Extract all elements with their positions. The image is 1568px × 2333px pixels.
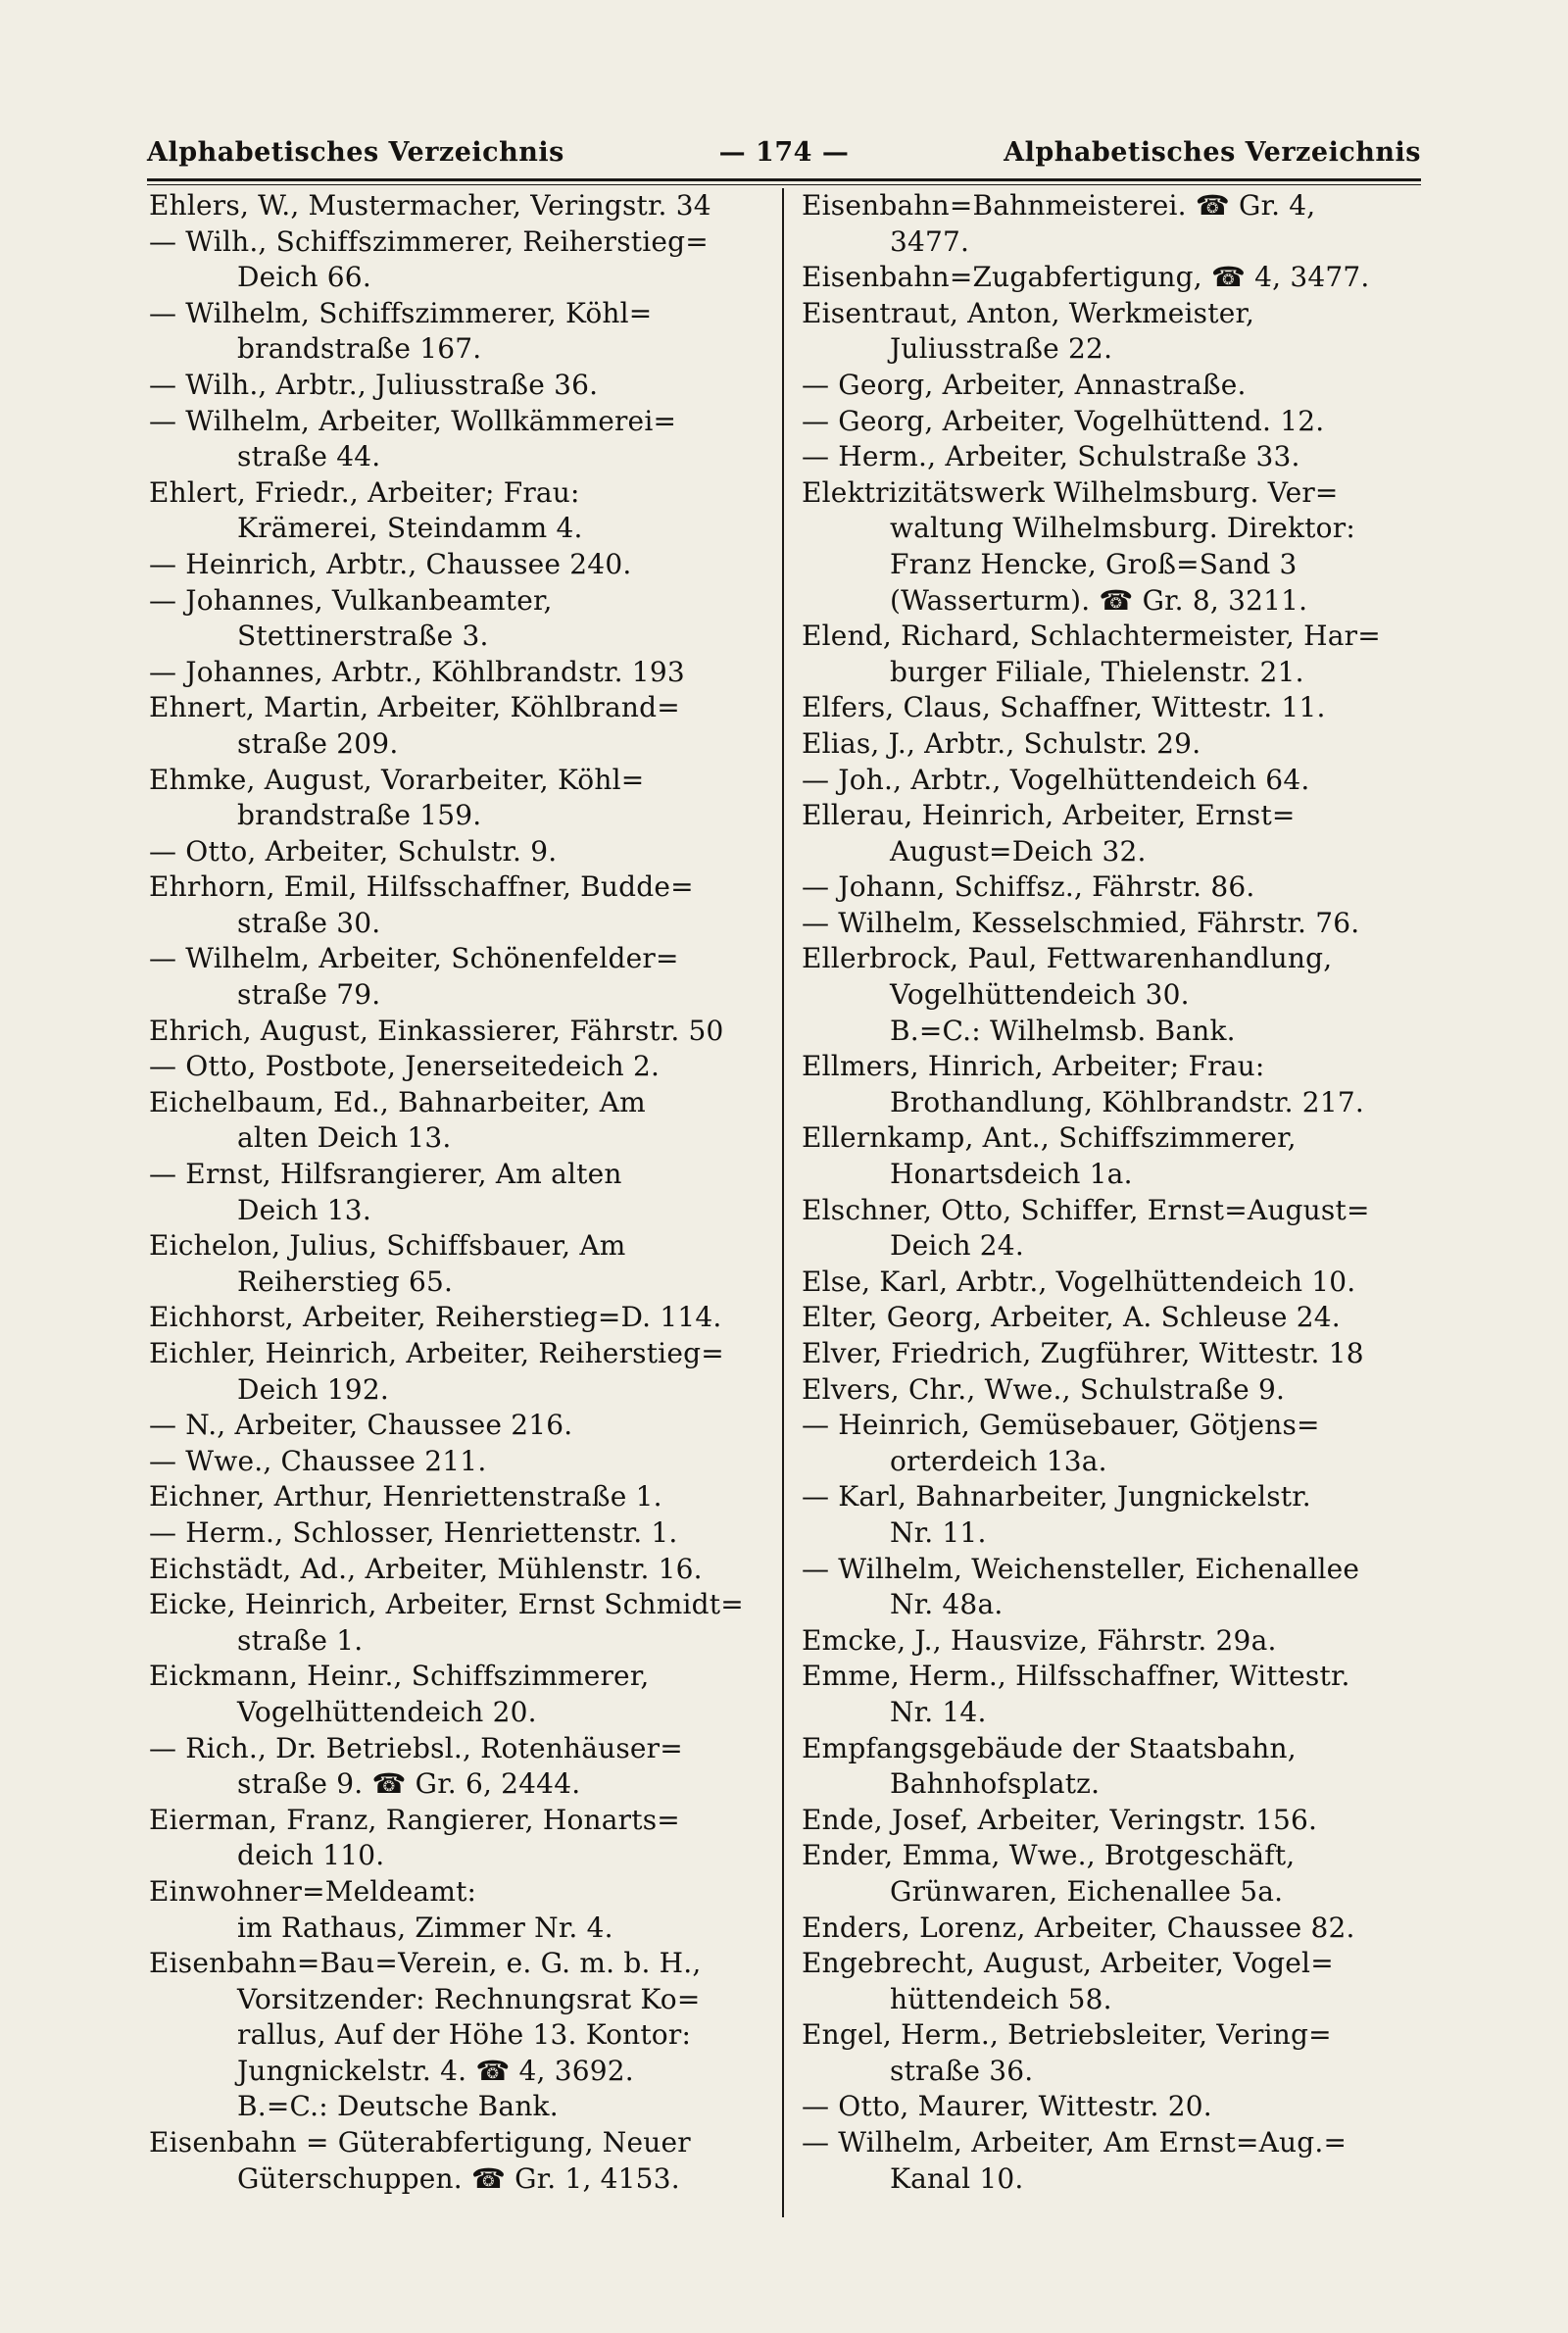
directory-entry: — N., Arbeiter, Chaussee 216. bbox=[149, 1409, 573, 1442]
directory-entry: Elver, Friedrich, Zugführer, Wittestr. 18 bbox=[802, 1337, 1364, 1369]
directory-entry: Ellerau, Heinrich, Arbeiter, Ernst= August=Deich 32. bbox=[802, 799, 1296, 868]
directory-entry: — Heinrich, Gemüsebauer, Götjens= orterdeich 13a. bbox=[802, 1409, 1320, 1477]
directory-entry: Eisenbahn = Güterabfertigung, Neuer Güterschuppen. ☎ Gr. 1, 4153. bbox=[149, 2126, 691, 2195]
directory-entry: — Rich., Dr. Betriebsl., Rotenhäuser= straße 9. ☎ Gr. 6, 2444. bbox=[149, 1731, 683, 1801]
directory-entry: — Wilhelm, Schiffszimmerer, Köhl= brandstraße 167. bbox=[149, 296, 653, 366]
directory-entry: Enders, Lorenz, Arbeiter, Chaussee 82. bbox=[802, 1911, 1355, 1944]
directory-entry: Emcke, J., Hausvize, Fährstr. 29a. bbox=[802, 1623, 1277, 1657]
directory-entry: — Wwe., Chaussee 211. bbox=[149, 1444, 487, 1477]
directory-entry: — Wilhelm, Arbeiter, Wollkämmerei= straße 44. bbox=[149, 404, 677, 473]
right-column bbox=[802, 188, 1419, 2197]
header-right-title: Alphabetisches Verzeichnis bbox=[1004, 137, 1421, 168]
directory-entry: Eichler, Heinrich, Arbeiter, Reiherstieg= Deich 192. bbox=[149, 1337, 724, 1406]
directory-entry: Eisentraut, Anton, Werkmeister, Juliusstraße 22. bbox=[802, 296, 1255, 366]
directory-entry: — Otto, Postbote, Jenerseitedeich 2. bbox=[149, 1050, 661, 1083]
directory-entry: Ehmke, August, Vorarbeiter, Köhl= brandstraße 159. bbox=[149, 763, 645, 832]
directory-entry: Engel, Herm., Betriebsleiter, Vering= straße 36. bbox=[802, 2018, 1332, 2087]
directory-entry: Eichelbaum, Ed., Bahnarbeiter, Am alten Deich 13. bbox=[149, 1085, 646, 1155]
directory-entry: Eichstädt, Ad., Arbeiter, Mühlenstr. 16. bbox=[149, 1552, 703, 1585]
directory-entry: Ende, Josef, Arbeiter, Veringstr. 156. bbox=[802, 1803, 1318, 1836]
directory-entry: Eichhorst, Arbeiter, Reiherstieg=D. 114. bbox=[149, 1301, 722, 1334]
directory-entry: Ehrich, August, Einkassierer, Fährstr. 50 bbox=[149, 1014, 724, 1047]
directory-entry: Elend, Richard, Schlachtermeister, Har= burger Filiale, Thielenstr. 21. bbox=[802, 620, 1381, 688]
directory-entry: — Georg, Arbeiter, Vogelhüttend. 12. bbox=[802, 404, 1325, 437]
directory-entry: Else, Karl, Arbtr., Vogelhüttendeich 10. bbox=[802, 1265, 1356, 1298]
directory-entry: — Herm., Schlosser, Henriettenstr. 1. bbox=[149, 1515, 678, 1549]
header-left-title: Alphabetisches Verzeichnis bbox=[147, 137, 564, 168]
directory-entry: Einwohner=Meldeamt: im Rathaus, Zimmer Nr. 4. bbox=[149, 1874, 613, 1944]
page-number: — 174 — bbox=[718, 137, 850, 168]
directory-entry: Ellerbrock, Paul, Fettwarenhandlung, Vogelhüttendeich 30. B.=C.: Wilhelmsb. Bank. bbox=[802, 942, 1333, 1047]
directory-entry: Eisenbahn=Zugabfertigung, ☎ 4, 3477. bbox=[802, 261, 1370, 294]
column-divider bbox=[782, 188, 784, 2217]
left-column bbox=[149, 188, 766, 2197]
directory-entry: Ehrhorn, Emil, Hilfsschaffner, Budde= straße 30. bbox=[149, 870, 694, 939]
directory-entry: — Joh., Arbtr., Vogelhüttendeich 64. bbox=[802, 763, 1310, 796]
directory-entry: Eickmann, Heinr., Schiffszimmerer, Vogelhüttendeich 20. bbox=[149, 1660, 650, 1728]
directory-entry: — Herm., Arbeiter, Schulstraße 33. bbox=[802, 440, 1300, 473]
directory-entry: Elter, Georg, Arbeiter, A. Schleuse 24. bbox=[802, 1301, 1341, 1334]
header-rule-thick bbox=[147, 178, 1421, 181]
directory-entry: Eicke, Heinrich, Arbeiter, Ernst Schmidt= straße 1. bbox=[149, 1588, 744, 1657]
directory-entry: Elvers, Chr., Wwe., Schulstraße 9. bbox=[802, 1372, 1286, 1406]
directory-entry: Ellernkamp, Ant., Schiffszimmerer, Honartsdeich 1a. bbox=[802, 1121, 1297, 1191]
header-rule-thin bbox=[147, 184, 1421, 185]
directory-entry: Ender, Emma, Wwe., Brotgeschäft, Grünwaren, Eichenallee 5a. bbox=[802, 1839, 1296, 1908]
directory-entry: — Wilh., Schiffszimmerer, Reiherstieg= Deich 66. bbox=[149, 224, 709, 294]
running-header bbox=[147, 137, 1421, 176]
directory-entry: Engebrecht, August, Arbeiter, Vogel= hüttendeich 58. bbox=[802, 1947, 1334, 2015]
directory-entry: — Heinrich, Arbtr., Chaussee 240. bbox=[149, 547, 632, 580]
directory-entry: — Johannes, Arbtr., Köhlbrandstr. 193 bbox=[149, 655, 685, 688]
directory-entry: — Johannes, Vulkanbeamter, Stettinerstraße 3. bbox=[149, 583, 553, 653]
directory-entry: — Wilh., Arbtr., Juliusstraße 36. bbox=[149, 368, 599, 401]
directory-entry: — Georg, Arbeiter, Annastraße. bbox=[802, 368, 1247, 401]
directory-entry: Eierman, Franz, Rangierer, Honarts= deich 110. bbox=[149, 1803, 680, 1872]
directory-entry: Eichelon, Julius, Schiffsbauer, Am Reiherstieg 65. bbox=[149, 1229, 626, 1298]
directory-entry: — Otto, Arbeiter, Schulstr. 9. bbox=[149, 834, 558, 868]
directory-entry: Ehnert, Martin, Arbeiter, Köhlbrand= straße 209. bbox=[149, 691, 680, 760]
directory-entry: Elektrizitätswerk Wilhelmsburg. Ver= waltung Wilhelmsburg. Direktor: Franz Hencke, Groß=Sand 3 (Wasserturm). ☎ Gr. 8, 3211. bbox=[802, 475, 1355, 617]
directory-entry: Ellmers, Hinrich, Arbeiter; Frau: Brothandlung, Köhlbrandstr. 217. bbox=[802, 1050, 1364, 1118]
directory-entry: Ehlert, Friedr., Arbeiter; Frau: Krämerei, Steindamm 4. bbox=[149, 475, 583, 545]
directory-entry: — Ernst, Hilfsrangierer, Am alten Deich 13. bbox=[149, 1158, 622, 1226]
directory-entry: — Wilhelm, Weichensteller, Eichenallee Nr. 48a. bbox=[802, 1552, 1360, 1621]
directory-entry: — Wilhelm, Arbeiter, Schönenfelder= straße 79. bbox=[149, 942, 679, 1012]
directory-entry: Eisenbahn=Bau=Verein, e. G. m. b. H., Vorsitzender: Rechnungsrat Ko= rallus, Auf der Höhe 13. Kontor: Jungnickelstr. 4. ☎ 4, 3692. B.=C.: Deutsche Bank. bbox=[149, 1947, 702, 2123]
directory-entry: — Otto, Maurer, Wittestr. 20. bbox=[802, 2090, 1212, 2123]
directory-entry: Eichner, Arthur, Henriettenstraße 1. bbox=[149, 1480, 662, 1514]
directory-entry: — Wilhelm, Arbeiter, Am Ernst=Aug.= Kanal 10. bbox=[802, 2126, 1348, 2195]
directory-entry: — Karl, Bahnarbeiter, Jungnickelstr. Nr. 11. bbox=[802, 1480, 1311, 1549]
directory-entry: Eisenbahn=Bahnmeisterei. ☎ Gr. 4, 3477. bbox=[802, 189, 1316, 258]
directory-entry: — Johann, Schiffsz., Fährstr. 86. bbox=[802, 870, 1255, 904]
directory-entry: Elias, J., Arbtr., Schulstr. 29. bbox=[802, 726, 1201, 760]
directory-entry: Empfangsgebäude der Staatsbahn, Bahnhofsplatz. bbox=[802, 1731, 1297, 1801]
directory-entry: Ehlers, W., Mustermacher, Veringstr. 34 bbox=[149, 189, 711, 222]
directory-entry: Elfers, Claus, Schaffner, Wittestr. 11. bbox=[802, 691, 1326, 724]
directory-entry: Emme, Herm., Hilfsschaffner, Wittestr. Nr. 14. bbox=[802, 1660, 1350, 1728]
directory-entry: — Wilhelm, Kesselschmied, Fährstr. 76. bbox=[802, 906, 1360, 939]
directory-entry: Elschner, Otto, Schiffer, Ernst=August= Deich 24. bbox=[802, 1193, 1370, 1263]
